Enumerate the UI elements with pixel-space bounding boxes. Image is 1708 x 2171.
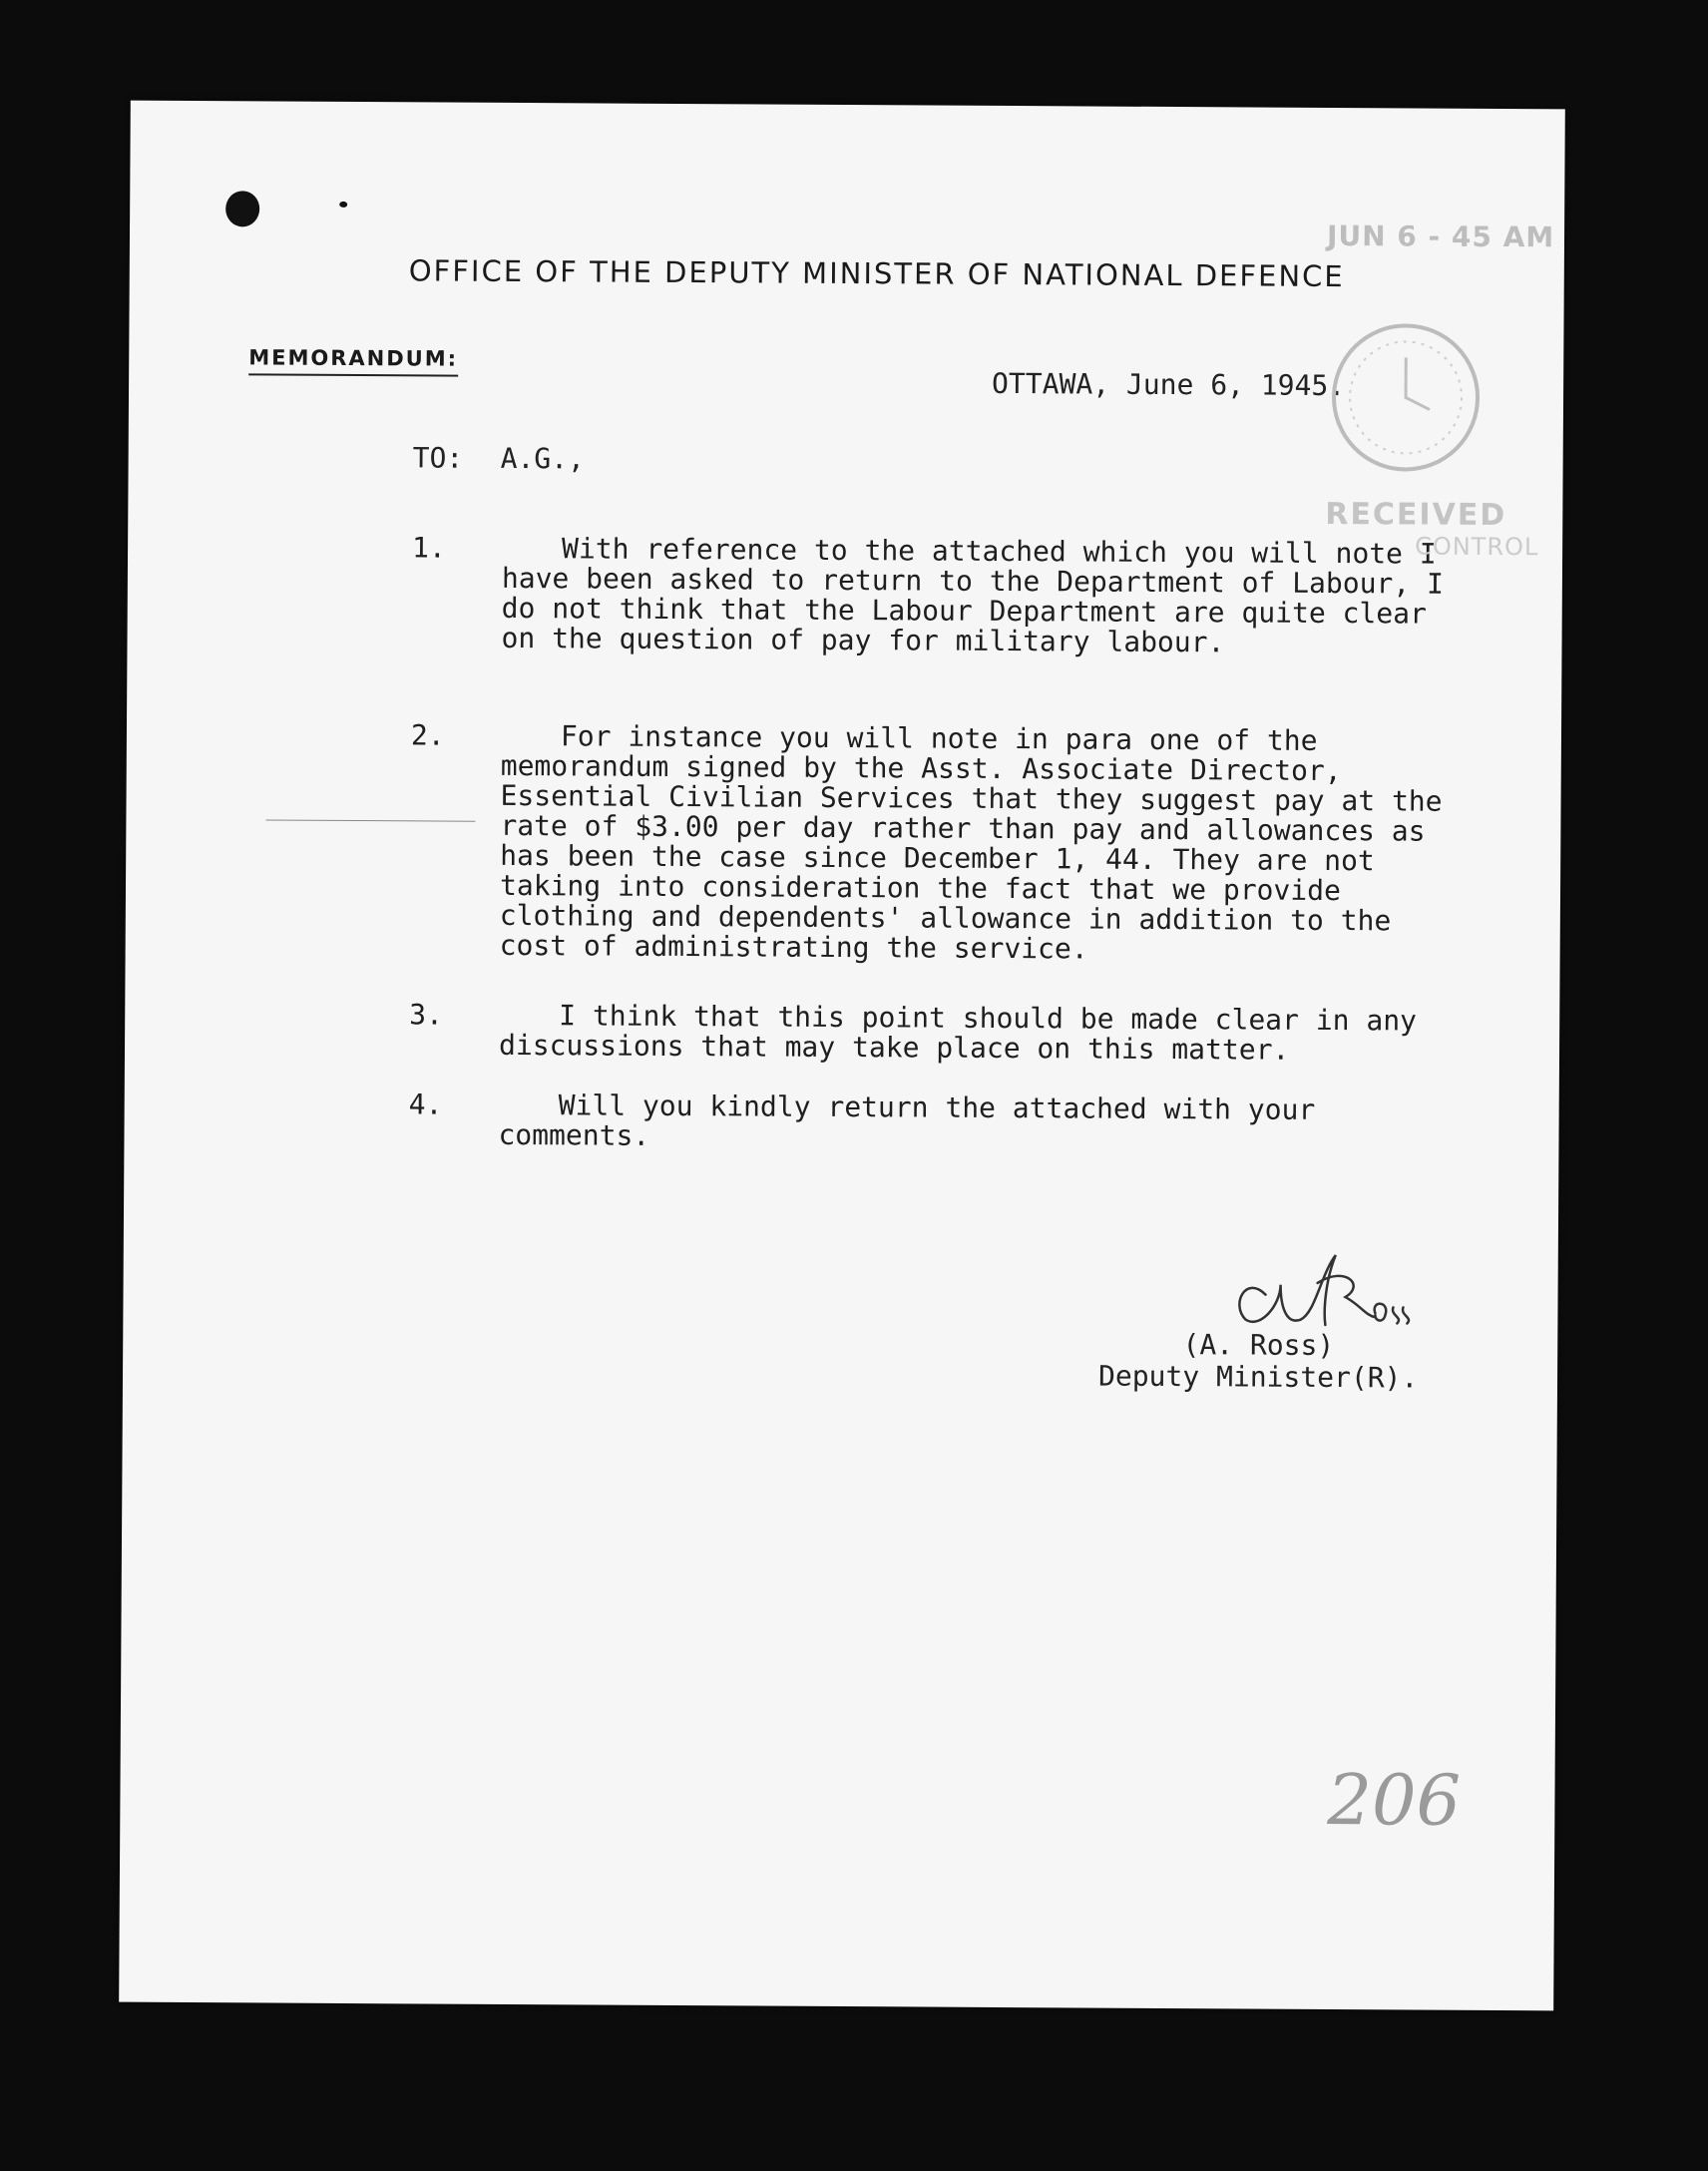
- ink-blot: [225, 191, 259, 226]
- signature-block: [1098, 1329, 1419, 1395]
- received-stamp: RECEIVED: [1325, 496, 1507, 534]
- paragraph-1: [411, 533, 1450, 658]
- paragraph-4: [408, 1089, 1446, 1155]
- paragraph-2: [410, 720, 1449, 966]
- to-value: A.G.,: [500, 441, 586, 476]
- stray-pencil-mark: [265, 819, 475, 821]
- paragraph-first-line: Will you kindly return the attached with your: [558, 1088, 1316, 1126]
- paragraph-3: [409, 1000, 1447, 1066]
- handwritten-folio-number: 206: [1327, 1758, 1462, 1842]
- paragraph-number: 3.: [409, 998, 444, 1032]
- paragraph-number: 4.: [408, 1087, 443, 1121]
- paragraph-text: in any discussions that may take place on this matter.: [498, 1003, 1418, 1067]
- paragraph-number: 1.: [412, 531, 446, 565]
- office-header: OFFICE OF THE DEPUTY MINISTER OF NATIONAL DEFENCE: [408, 253, 1345, 294]
- memo-page: [119, 101, 1565, 2011]
- clock-stamp: [1326, 317, 1487, 478]
- addressee-line: [413, 441, 585, 475]
- paragraph-text: note I have been asked to return to the Department of Labour, I do not think that the Labour Department are quite clear on the question of pay for military labour.: [501, 537, 1445, 659]
- paragraph-number: 2.: [410, 718, 445, 752]
- dateline: OTTAWA, June 6, 1945.: [992, 366, 1346, 403]
- paragraph-first-line: I think that this point should be made clear: [559, 999, 1300, 1037]
- memorandum-label: MEMORANDUM:: [248, 345, 458, 376]
- to-label: TO:: [412, 441, 464, 475]
- signatory-name: (A. Ross): [1182, 1328, 1335, 1363]
- paragraph-text: memorandum signed by the Asst. Associate Director, Essential Civilian Services that they suggest pay at the rate of $3.00 per day rather than pay and allowances as has been the case since December 1, 44. They are not taking into consideration the fact that we provide clothing and dependents' allowance in addition to the cost of administrating the service.: [499, 748, 1443, 966]
- date-received-stamp: JUN 6 - 45 AM: [1326, 218, 1555, 254]
- paragraph-first-line: For instance you will note in para one of the: [560, 719, 1318, 757]
- signatory-title: Deputy Minister(R).: [1097, 1359, 1419, 1395]
- paragraph-text: comments.: [498, 1117, 650, 1152]
- ink-speck: [339, 202, 347, 208]
- control-stamp: CONTROL: [1415, 532, 1539, 562]
- paragraph-first-line: With reference to the attached which you will: [561, 532, 1319, 570]
